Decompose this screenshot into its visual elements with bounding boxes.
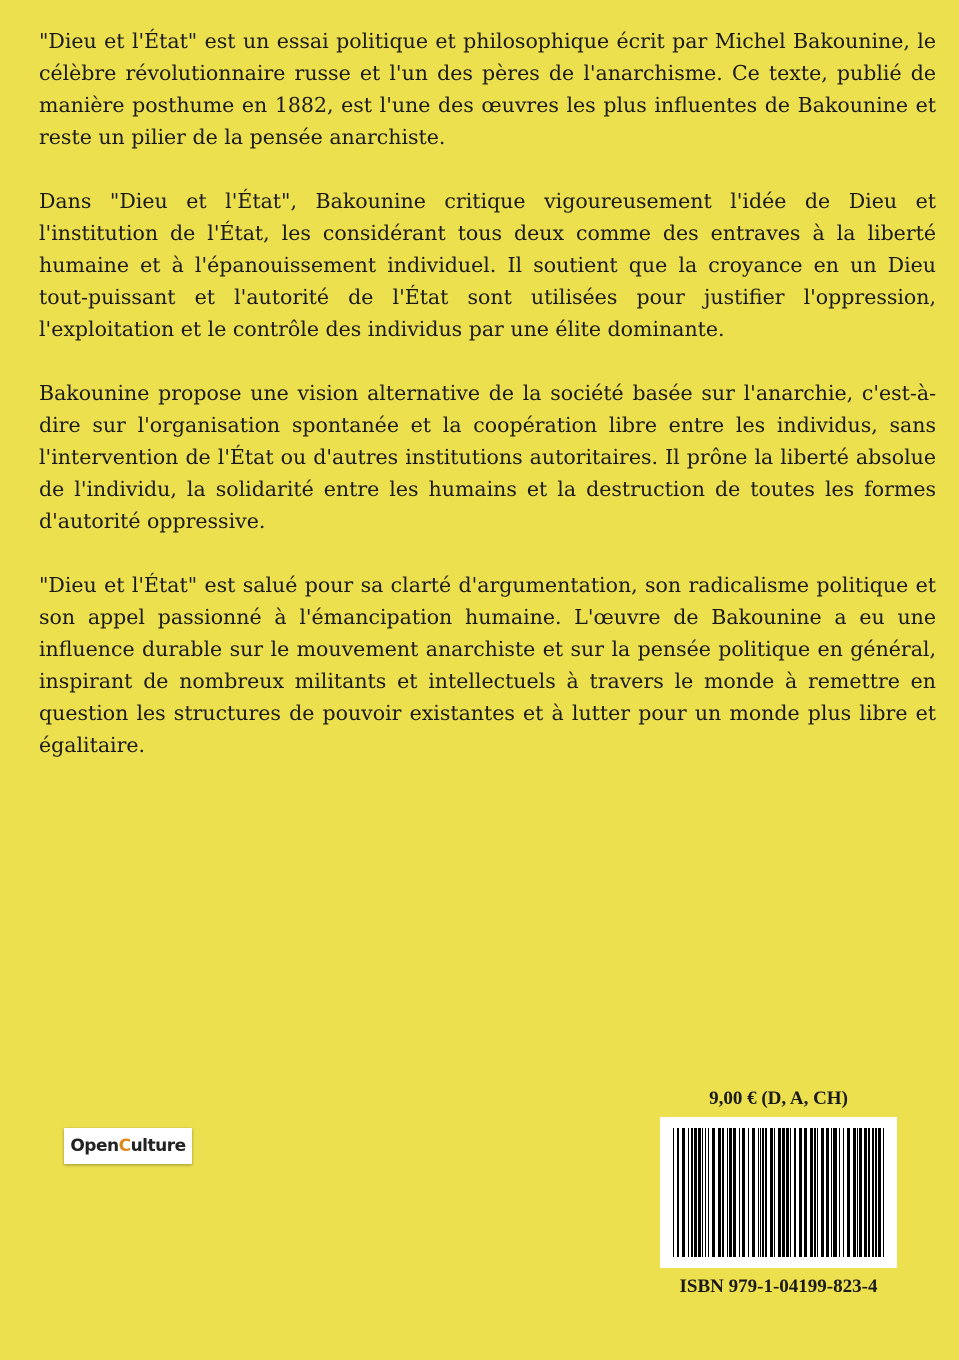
barcode-bar: [752, 1128, 755, 1257]
barcode-bar: [673, 1128, 674, 1257]
barcode-bar: [857, 1128, 858, 1257]
price-label: 9,00 € (D, A, CH): [709, 1088, 848, 1109]
barcode-bar: [758, 1128, 759, 1257]
barcode-bar: [799, 1128, 802, 1257]
back-cover-text: [39, 25, 936, 793]
barcode-bar: [760, 1128, 761, 1257]
barcode-bar: [702, 1128, 703, 1257]
barcode-bar: [804, 1128, 807, 1257]
barcode-bar: [810, 1128, 813, 1257]
barcode-bar: [814, 1128, 816, 1257]
barcode-bar: [821, 1128, 824, 1257]
isbn-label: ISBN 979-1-04199-823-4: [679, 1276, 878, 1297]
barcode-bar: [722, 1128, 724, 1257]
barcode-bar: [875, 1128, 877, 1257]
barcode-bar: [859, 1128, 862, 1257]
paragraph-4: "Dieu et l'État" est salué pour sa clarté d'argumentation, son radicalisme politique et son appel passionné à l'émancipation humaine. L'œuvre de Bakounine a eu une influence durable sur le mouvement anarchiste et sur la pensée politique en général, inspirant de nombreux militants et intellectuels à travers le monde à remettre en question les structures de pouvoir existantes et à lutter pour un monde plus libre et égalitaire.: [39, 573, 936, 757]
paragraph-3: Bakounine propose une vision alternative de la société basée sur l'anarchie, c'est-à-dire sur l'organisation spontanée et la coopération libre entre les individus, sans l'intervention de l'État ou d'autres institutions autoritaires. Il prône la liberté absolue de l'individu, la solidarité entre les humains et la destruction de toutes les formes d'autorité oppressive.: [39, 381, 936, 533]
barcode-bar: [698, 1128, 701, 1257]
openculture-logo: [64, 1128, 192, 1164]
barcode-bar: [705, 1128, 706, 1257]
barcode-bar: [786, 1128, 789, 1257]
barcode-bars: [671, 1128, 886, 1257]
barcode-bar: [694, 1128, 697, 1257]
barcode-bar: [778, 1128, 781, 1257]
barcode-bar: [727, 1128, 728, 1257]
barcode-bar: [839, 1128, 840, 1257]
barcode-bar: [762, 1128, 764, 1257]
paragraph-2: Dans "Dieu et l'État", Bakounine critique vigoureusement l'idée de Dieu et l'institution de l'État, les considérant tous deux comme des entraves à la liberté humaine et à l'épanouissement individuel. Il soutient que la croyance en un Dieu tout-puissant et l'autorité de l'État sont utilisées pour justifier l'oppression, l'exploitation et le contrôle des individus par une élite dominante.: [39, 189, 936, 341]
barcode-bar: [682, 1128, 685, 1257]
logo-text-open: Open: [70, 1136, 119, 1156]
barcode-bar: [774, 1128, 775, 1257]
barcode-bar: [742, 1128, 745, 1257]
barcode-bar: [847, 1128, 850, 1257]
barcode-bar: [691, 1128, 693, 1257]
barcode-bar: [729, 1128, 732, 1257]
barcode-bar: [712, 1128, 715, 1257]
barcode-bar: [831, 1128, 832, 1257]
logo-text-ulture: ulture: [130, 1136, 186, 1156]
barcode-bar: [739, 1128, 740, 1257]
paragraph-1: "Dieu et l'État" est un essai politique et philosophique écrit par Michel Bakounine, le célèbre révolutionnaire russe et l'un des pères de l'anarchisme. Ce texte, publié de manière posthume en 1882, est l'une des œuvres les plus influentes de Bakounine et reste un pilier de la pensée anarchiste.: [39, 29, 936, 149]
barcode-bar: [833, 1128, 837, 1257]
barcode-bar: [868, 1128, 870, 1257]
barcode-bar: [864, 1128, 867, 1257]
barcode-bar: [688, 1128, 689, 1257]
barcode-bar: [782, 1128, 785, 1257]
barcode-bar: [883, 1128, 884, 1257]
barcode: [660, 1117, 897, 1268]
barcode-bar: [878, 1128, 881, 1257]
barcode-bar: [770, 1128, 773, 1257]
logo-text-c: C: [118, 1136, 131, 1156]
barcode-bar: [872, 1128, 874, 1257]
barcode-bar: [843, 1128, 844, 1257]
barcode-bar: [708, 1128, 709, 1257]
barcode-bar: [718, 1128, 721, 1257]
barcode-bar: [733, 1128, 736, 1257]
barcode-bar: [748, 1128, 749, 1257]
barcode-bar: [677, 1128, 679, 1257]
barcode-bar: [853, 1128, 856, 1257]
barcode-bar: [826, 1128, 829, 1257]
barcode-bar: [817, 1128, 818, 1257]
barcode-bar: [794, 1128, 796, 1257]
barcode-bar: [765, 1128, 767, 1257]
barcode-bar: [790, 1128, 791, 1257]
